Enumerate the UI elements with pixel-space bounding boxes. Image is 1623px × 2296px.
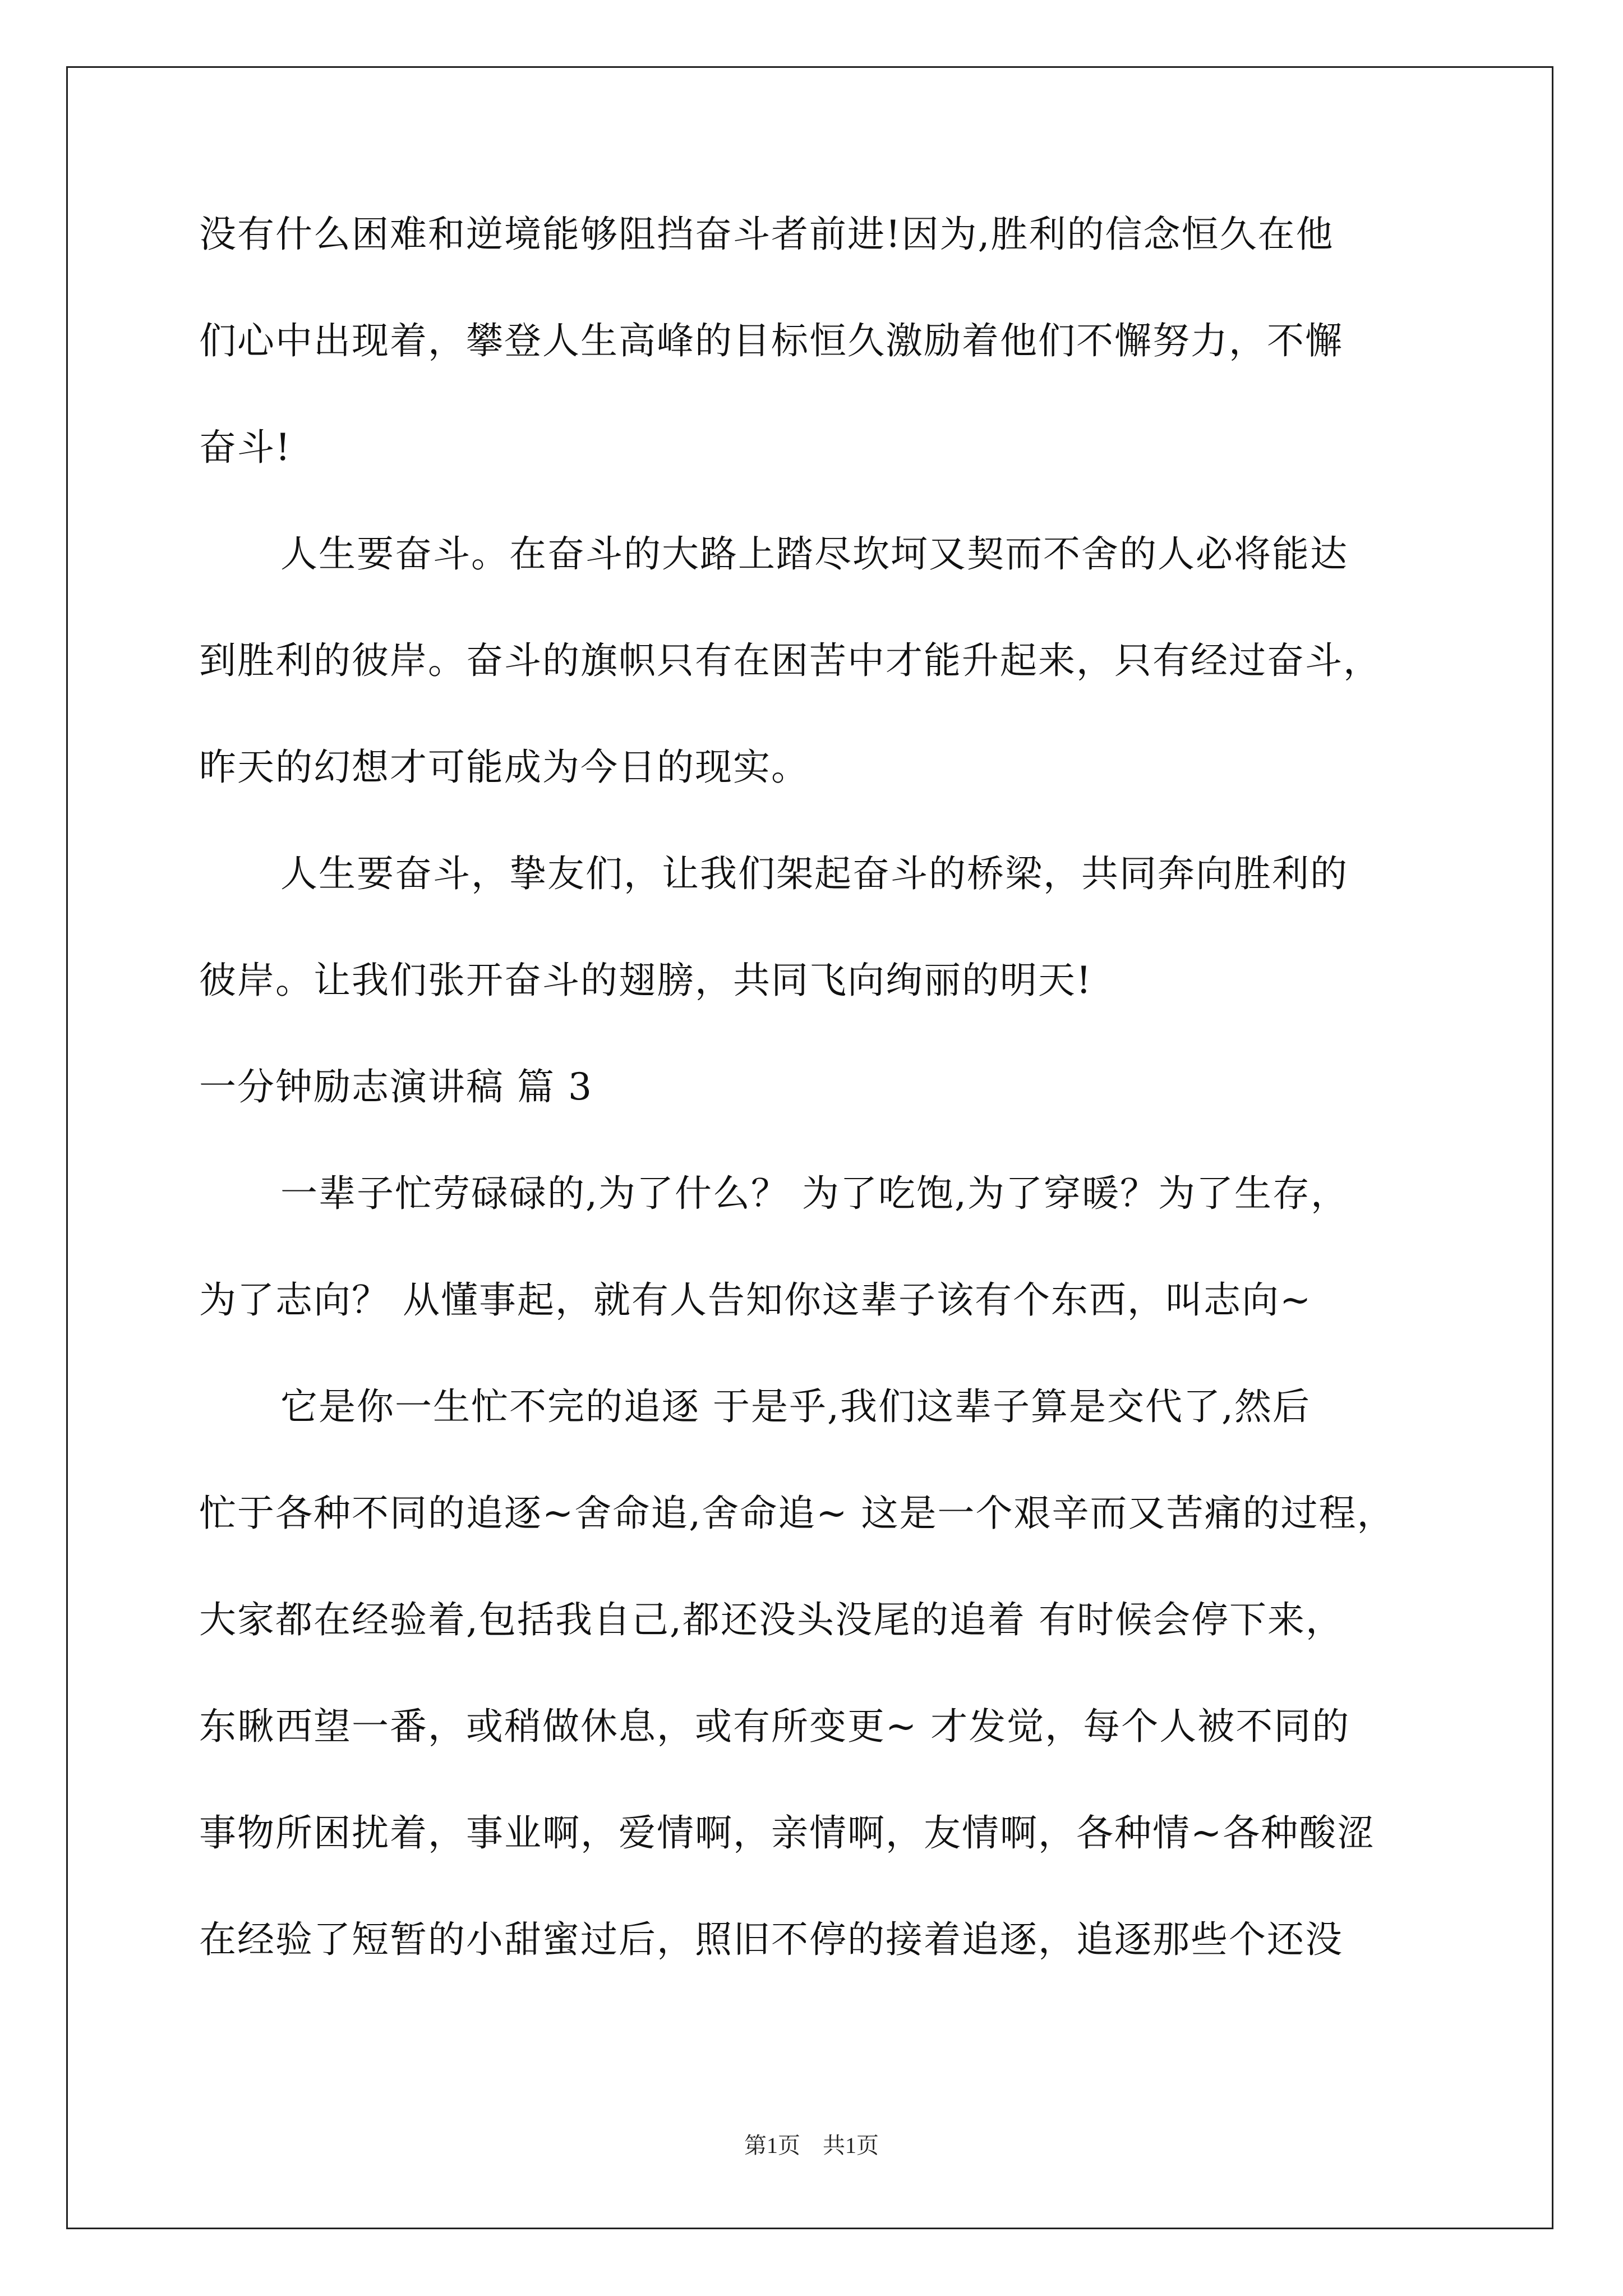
text-line: 昨天的幻想才可能成为今日的现实。 (199, 746, 809, 789)
text-line: 东瞅西望一番，或稍做休息，或有所变更~ 才发觉，每个人被不同的 (199, 1705, 1350, 1748)
text-line: 人生要奋斗。在奋斗的大路上踏尽坎坷又契而不舍的人必将能达 (280, 532, 1348, 576)
text-line: 一辈子忙劳碌碌的,为了什么？ 为了吃饱,为了穿暖？为了生存， (280, 1172, 1349, 1215)
paragraph (199, 1380, 1427, 1966)
text-line: 人生要奋斗，挚友们，让我们架起奋斗的桥梁，共同奔向胜利的 (280, 852, 1348, 895)
text-line: 它是你一生忙不完的追逐 于是乎,我们这辈子算是交代了,然后 (280, 1385, 1311, 1428)
text-line: 奋斗! (199, 426, 292, 469)
text-line: 忙于各种不同的追逐~舍命追,舍命追~ 这是一个艰辛而又苦痛的过程， (199, 1492, 1395, 1535)
paragraph (199, 847, 1427, 1007)
text-line: 们心中出现着，攀登人生高峰的目标恒久激励着他们不懈努力，不懈 (199, 319, 1343, 362)
paragraph (199, 208, 1427, 474)
text-line: 彼岸。让我们张开奋斗的翅膀，共同飞向绚丽的明天! (199, 959, 1092, 1002)
section-heading: 一分钟励志演讲稿 篇 3 (199, 1065, 593, 1108)
text-line: 事物所困扰着，事业啊，爱情啊，亲情啊，友情啊，各种情~各种酸涩 (199, 1811, 1376, 1855)
text-line: 在经验了短暂的小甜蜜过后，照旧不停的接着追逐，追逐那些个还没 (199, 1918, 1343, 1961)
text-line: 大家都在经验着,包括我自己,都还没头没尾的追着 有时候会停下来， (199, 1598, 1344, 1641)
page-number-footer: 第1页 共1页 (744, 2133, 879, 2158)
document-body (199, 208, 1427, 1966)
text-line: 到胜利的彼岸。奋斗的旗帜只有在困苦中才能升起来，只有经过奋斗， (199, 639, 1381, 682)
paragraph (199, 1167, 1427, 1327)
text-line: 为了志向？ 从懂事起，就有人告知你这辈子该有个东西，叫志向~ (199, 1278, 1312, 1322)
paragraph (199, 527, 1427, 794)
text-line: 没有什么困难和逆境能够阻挡奋斗者前进!因为,胜利的信念恒久在他 (199, 213, 1334, 256)
